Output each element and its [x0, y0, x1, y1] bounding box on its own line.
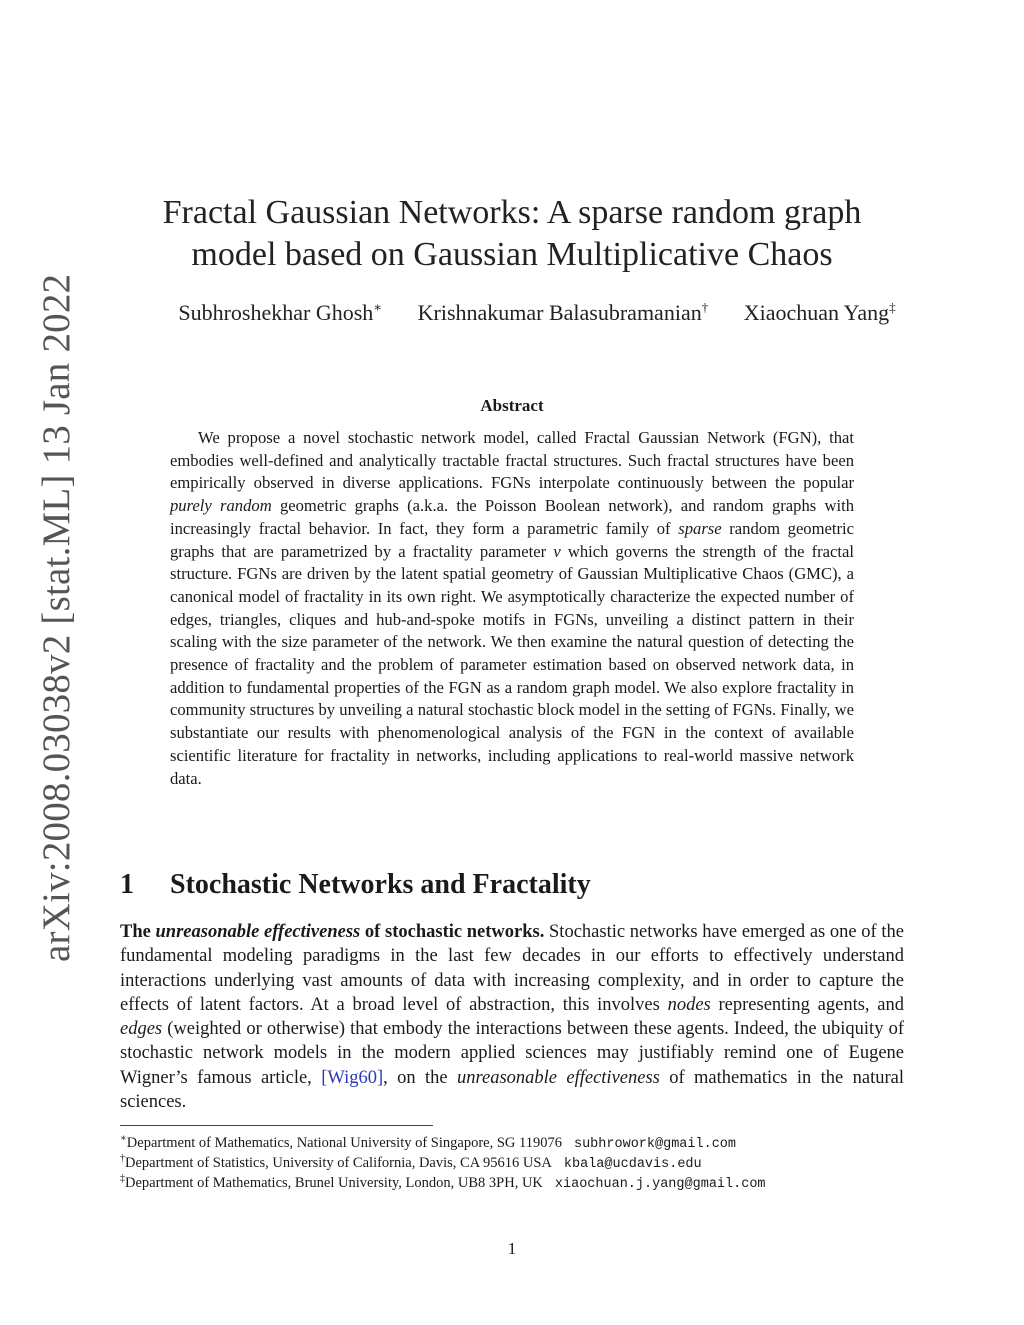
author-2-mark: † — [701, 300, 709, 315]
title-line-2: model based on Gaussian Multiplicative Chaos — [191, 236, 833, 273]
email-1[interactable]: subhrowork@gmail.com — [573, 1136, 737, 1152]
nu-symbol: ν — [553, 541, 561, 561]
author-list — [0, 300, 1024, 326]
footnote-3: ‡Department of Mathematics, Brunel University, London, UB8 3PH, UK xiaochuan.j.yang@gmail.com — [120, 1173, 766, 1192]
abstract-body: We propose a novel stochastic network model, called Fractal Gaussian Network (FGN), that embodies well-defined and analytically tractable fractal structures. Such fractal structures have been empirically observed in diverse applications. FGNs interpolate continuously between the popular purely random geometric graphs (a.k.a. the Poisson Boolean network), and random graphs with increasingly fractal behavior. In fact, they form a parametric family of sparse random geometric graphs that are parametrized by a fractality parameter ν which governs the strength of the fractal structure. FGNs are driven by the latent spatial geometry of Gaussian Multiplicative Chaos (GMC), a canonical model of fractality in its own right. We asymptotically characterize the expected number of edges, triangles, cliques and hub-and-spoke motifs in FGNs, unveiling a distinct pattern in their scaling with the size parameter of the network. We then examine the natural question of detecting the presence of fractality and the problem of parameter estimation based on observed network data, in addition to fundamental properties of the FGN as a random graph model. We also explore fractality in community structures by unveiling a natural stochastic block model in the setting of FGNs. Finally, we substantiate our results with phenomenological analysis of the FGN in the context of available scientific literature for fractality in networks, including applications to real-world massive network data. — [170, 428, 854, 788]
page-number: 1 — [507, 1239, 517, 1258]
abstract-emphasis-purely-random: purely random — [170, 496, 272, 516]
section-number: 1 — [120, 869, 134, 900]
abstract-emphasis-sparse: sparse — [678, 518, 722, 538]
abstract-heading: Abstract — [480, 396, 544, 415]
footnote-2: †Department of Statistics, University of California, Davis, CA 95616 USA kbala@ucdavis.edu — [120, 1153, 702, 1172]
footnote-1: ∗Department of Mathematics, National University of Singapore, SG 119076 subhrowork@gmail.com — [120, 1133, 737, 1152]
section-heading — [120, 869, 591, 901]
author-3-mark: ‡ — [889, 300, 896, 315]
author-3: Xiaochuan Yang‡ — [743, 300, 896, 326]
author-2: Krishnakumar Balasubramanian† — [417, 300, 709, 326]
email-2[interactable]: kbala@ucdavis.edu — [563, 1156, 702, 1172]
emphasis-nodes: nodes — [667, 994, 711, 1015]
author-1-mark: ∗ — [373, 300, 383, 315]
paragraph-lead: The unreasonable effectiveness of stochastic networks. — [120, 922, 545, 942]
intro-paragraph: The unreasonable effectiveness of stochastic networks. Stochastic networks have emerged as one of the fundamental modeling paradigms in the last few decades in our efforts to effectively understand interactions underlying vast amounts of data with increasing complexity, and in order to capture the effects of latent factors. At a broad level of abstraction, this involves nodes representing agents, and edges (weighted or otherwise) that embody the interactions between these agents. Indeed, the ubiquity of stochastic network models in the modern applied sciences may justifiably remind one of Eugene Wigner’s famous article, [Wig60], on the unreasonable effectiveness of mathematics in the natural sciences. — [120, 922, 904, 1113]
title-line-1: Fractal Gaussian Networks: A sparse random graph — [162, 194, 862, 231]
section-title: Stochastic Networks and Fractality — [170, 869, 591, 900]
citation-link-wig60[interactable]: [Wig60] — [321, 1067, 384, 1088]
paper-title — [0, 192, 1024, 276]
emphasis-edges: edges — [120, 1019, 163, 1040]
emphasis-unreasonable-effectiveness: unreasonable effectiveness — [456, 1067, 660, 1088]
footnote-rule — [120, 1125, 433, 1126]
arxiv-identifier: arXiv:2008.03038v2 [stat.ML] 13 Jan 2022 — [35, 273, 78, 962]
email-3[interactable]: xiaochuan.j.yang@gmail.com — [554, 1176, 766, 1192]
author-1: Subhroshekhar Ghosh∗ — [178, 300, 383, 326]
